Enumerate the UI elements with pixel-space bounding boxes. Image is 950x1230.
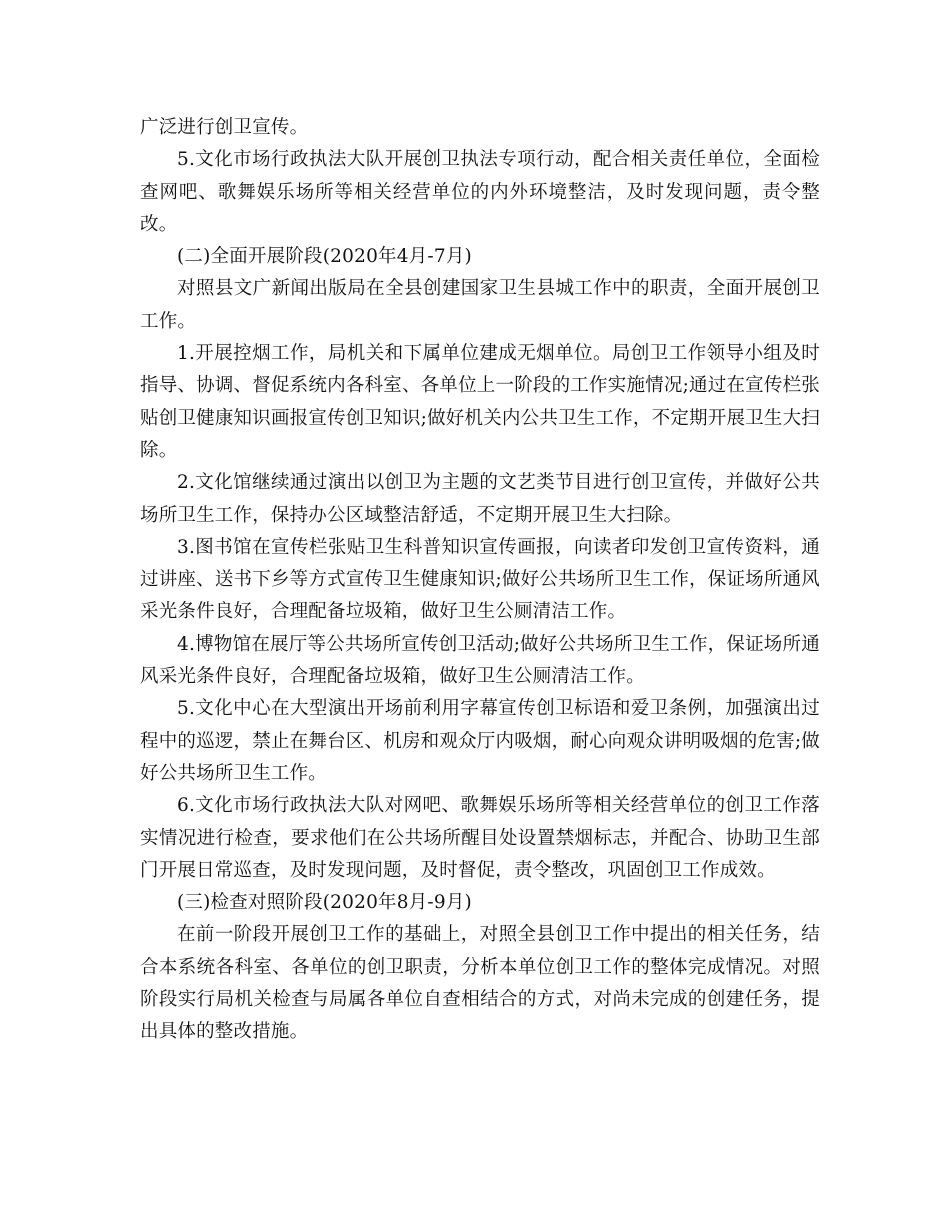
- paragraph-item: 4.博物馆在展厅等公共场所宣传创卫活动;做好公共场所卫生工作，保证场所通风采光条件良好，合理配备垃圾箱，做好卫生公厕清洁工作。: [140, 633, 820, 688]
- section-heading: (三)检查对照阶段(2020年8月-9月): [177, 892, 472, 914]
- paragraph-body: 对照县文广新闻出版局在全县创建国家卫生县城工作中的职责，全面开展创卫工作。: [140, 278, 820, 332]
- paragraph-item: 3.图书馆在宣传栏张贴卫生科普知识宣传画报，向读者印发创卫宣传资料，通过讲座、送书下乡等方式宣传卫生健康知识;做好公共场所卫生工作，保证场所通风采光条件良好，合理配备垃圾箱，做好卫生公厕清洁工作。: [140, 536, 820, 623]
- document-body: [140, 112, 820, 1049]
- paragraph-body: 在前一阶段开展创卫工作的基础上，对照全县创卫工作中提出的相关任务，结合本系统各科室、各单位的创卫职责，分析本单位创卫工作的整体完成情况。对照阶段实行局机关检查与局属各单位自查相结合的方式，对尚未完成的创建任务，提出具体的整改措施。: [140, 924, 820, 1043]
- section-heading: (二)全面开展阶段(2020年4月-7月): [177, 246, 472, 268]
- paragraph-item: 5.文化市场行政执法大队开展创卫执法专项行动，配合相关责任单位，全面检查网吧、歌舞娱乐场所等相关经营单位的内外环境整洁，及时发现问题，责令整改。: [140, 149, 820, 235]
- paragraph-continuation: 广泛进行创卫宣传。: [140, 117, 309, 138]
- paragraph-item: 1.开展控烟工作，局机关和下属单位建成无烟单位。局创卫工作领导小组及时指导、协调、督促系统内各科室、各单位上一阶段的工作实施情况;通过在宣传栏张贴创卫健康知识画报宣传创卫知识;做好机关内公共卫生工作，不定期开展卫生大扫除。: [140, 343, 820, 461]
- paragraph-item: 5.文化中心在大型演出开场前利用字幕宣传创卫标语和爱卫条例，加强演出过程中的巡逻，禁止在舞台区、机房和观众厅内吸烟，耐心向观众讲明吸烟的危害;做好公共场所卫生工作。: [140, 698, 820, 784]
- paragraph-item: 6.文化市场行政执法大队对网吧、歌舞娱乐场所等相关经营单位的创卫工作落实情况进行检查，要求他们在公共场所醒目处设置禁烟标志，并配合、协助卫生部门开展日常巡查，及时发现问题，及时督促，责令整改，巩固创卫工作成效。: [140, 795, 820, 881]
- paragraph-item: 2.文化馆继续通过演出以创卫为主题的文艺类节目进行创卫宣传，并做好公共场所卫生工作，保持办公区域整洁舒适，不定期开展卫生大扫除。: [140, 472, 820, 526]
